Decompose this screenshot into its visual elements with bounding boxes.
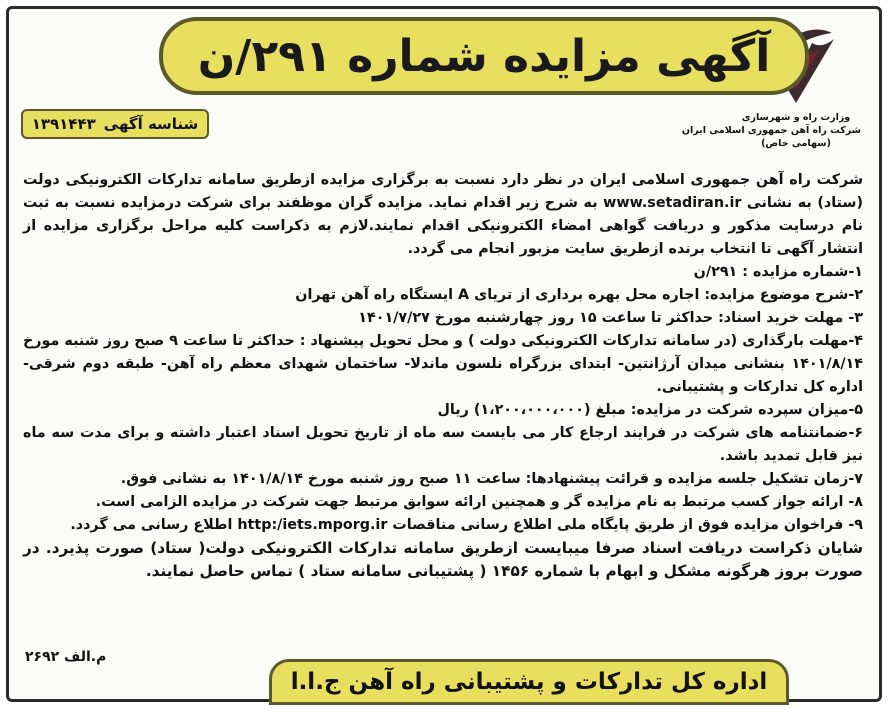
list-item: ۲-شرح موضوع مزایده: اجاره محل بهره برداری از تریای A ایستگاه راه آهن تهران <box>295 287 863 303</box>
list-item: ۷-زمان تشکیل جلسه مزایده و قرائت پیشنهادها: ساعت ۱۱ صبح روز شنبه مورخ ۱۴۰۱/۸/۱۴ به نشانی فوق. <box>120 471 863 487</box>
advertisement-sheet <box>6 6 882 702</box>
list-item: ۵-میزان سپرده شرکت در مزایده: مبلغ (۱،۲۰۰،۰۰۰،۰۰۰) ریال <box>437 402 863 418</box>
department-name: اداره کل تدارکات و پشتیبانی راه آهن ج.ا.ا <box>290 669 768 695</box>
intro-paragraph: شرکت راه آهن جمهوری اسلامی ایران در نظر دارد نسبت به برگزاری مزایده ازطریق سامانه تدارکات الکترونیکی دولت (ستاد) به نشانی www.setadiran.ir به شرح زیر اقدام نماید. مزایده گران موظفند برای شرکت درمزایده نسبت به ثبت نام درسایت مذکور و دریافت گواهی امضاء الکترونیکی اقدام نمایند.لازم به ذکراست کلیه مراحل برگزاری مزایده از انتشار آگهی تا انتخاب برنده ازطریق سایت مزبور انجام می گردد. <box>23 172 863 257</box>
ad-id-badge <box>21 109 209 139</box>
footer-banner <box>269 659 789 705</box>
list-item: ۱-شماره مزایده : ۲۹۱/ن <box>693 264 863 280</box>
ad-id-value: ۱۳۹۱۴۴۳ <box>31 115 96 133</box>
important-note: شایان ذکراست دریافت اسناد صرفا میبایست ازطریق سامانه تدارکات الکترونیکی دولت( ستاد) صورت پذیرد. در صورت بروز هرگونه مشکل و ابهام با شماره ۱۴۵۶ ( پشتیبانی سامانه ستاد ) تماس حاصل نمایند. <box>23 539 863 580</box>
footer-code: م.الف ۲۶۹۲ <box>25 649 107 665</box>
list-item: ۴-مهلت بارگذاری (در سامانه تدارکات الکترونیکی دولت ) و محل تحویل پیشنهاد : حداکثر تا ساعت ۹ صبح روز شنبه مورخ ۱۴۰۱/۸/۱۴ بنشانی میدان آرژانتین- ابتدای بزرگراه نلسون ماندلا- ساختمان شهدای معظم راه آهن- طبقه دوم شرقی- اداره کل تدارکات و پشتیبانی. <box>23 333 863 395</box>
logo-company-type: (سهامی خاص) <box>761 138 831 149</box>
list-item: ۳- مهلت خرید اسناد: حداکثر تا ساعت ۱۵ روز چهارشنبه مورخ ۱۴۰۱/۷/۲۷ <box>358 310 863 326</box>
ad-id-label: شناسه آگهی <box>103 115 199 133</box>
logo-company: شرکت راه آهن جمهوری اسلامی ایران <box>681 125 861 136</box>
list-item: ۹- فراخوان مزایده فوق از طریق پایگاه ملی اطلاع رسانی مناقصات http:/iets.mporg.ir اطلاع رسانی می گردد. <box>70 517 863 533</box>
list-item: ۸- ارائه جواز کسب مرتبط به نام مزایده گر و همچنین ارائه سوابق مرتبط جهت شرکت در مزایده الزامی است. <box>95 494 863 510</box>
page-title: آگهی مزایده شماره ۲۹۱/ن <box>197 30 771 82</box>
list-item: ۶-ضمانتنامه های شرکت در فرایند ارجاع کار می بایست سه ماه از تاریخ تحویل اسناد اعتبار داشته و برای مدت سه ماه نیز قابل تمدید باشد. <box>23 425 863 464</box>
logo-ministry: وزارت راه و شهرسازی <box>741 112 851 123</box>
ad-body <box>23 169 863 583</box>
title-banner <box>159 17 809 95</box>
